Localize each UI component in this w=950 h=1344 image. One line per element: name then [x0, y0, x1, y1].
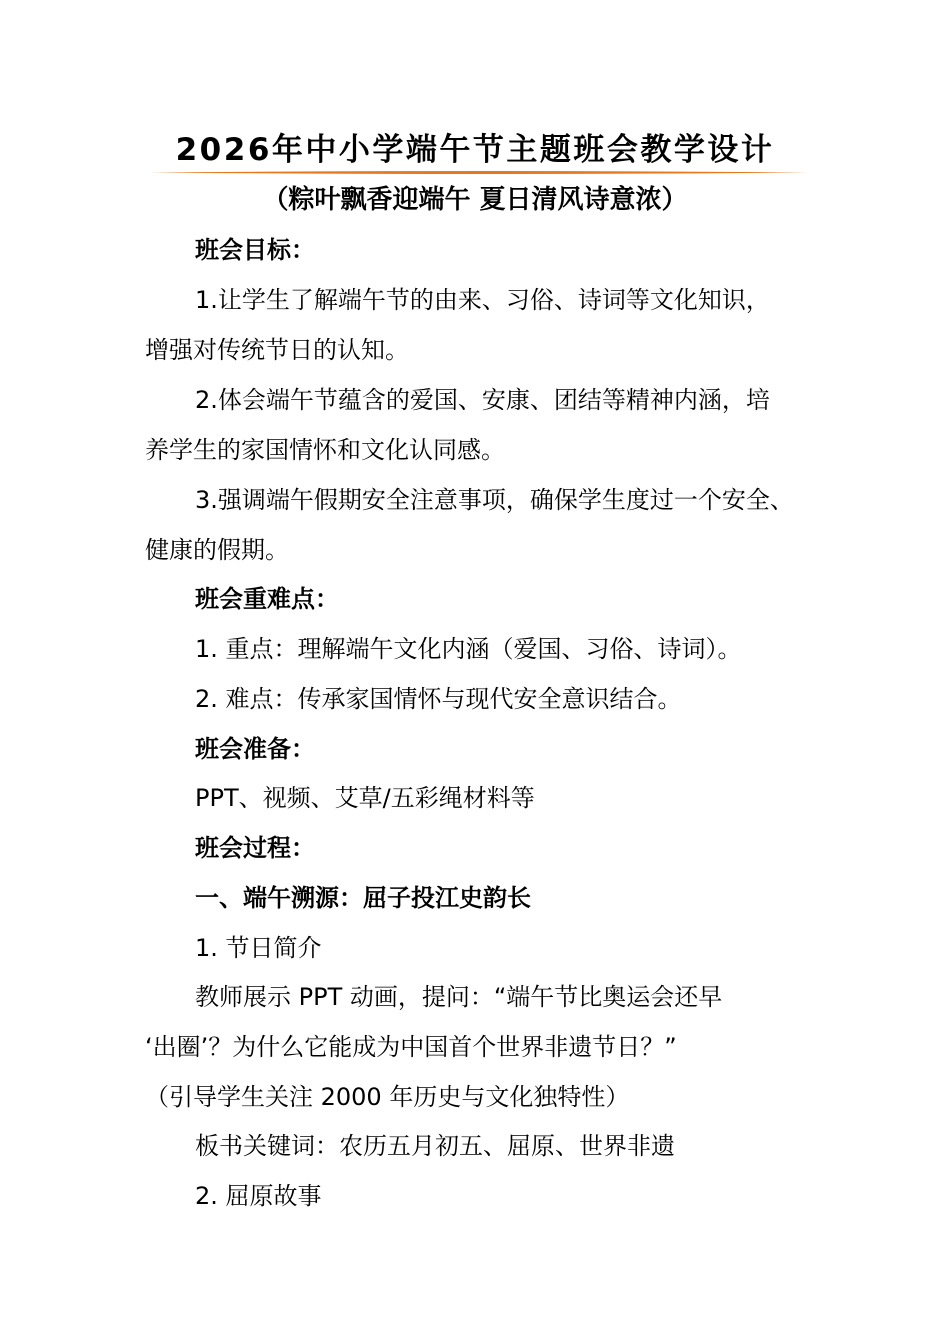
- body-line: PPT、视频、艾草/五彩绳材料等: [195, 784, 535, 812]
- section-heading-key-points: 班会重难点：: [195, 585, 339, 613]
- body-line: （引导学生关注 2000 年历史与文化独特性）: [145, 1083, 630, 1111]
- subsection-heading: 一、端午溯源：屈子投江史韵长: [195, 884, 531, 912]
- body-line: 1. 节日简介: [195, 934, 322, 962]
- body-line: 养学生的家国情怀和文化认同感。: [145, 436, 505, 464]
- body-line: 增强对传统节日的认知。: [145, 336, 409, 364]
- body-line: 2.体会端午节蕴含的爱国、安康、团结等精神内涵，培: [195, 386, 770, 414]
- body-line: 教师展示 PPT 动画，提问：“端午节比奥运会还早: [195, 983, 723, 1011]
- body-line: 1. 重点：理解端午文化内涵（爱国、习俗、诗词）。: [195, 635, 742, 663]
- body-line: 健康的假期。: [145, 536, 289, 564]
- section-heading-objectives: 班会目标：: [195, 236, 315, 264]
- document-subtitle: （粽叶飘香迎端午 夏日清风诗意浓）: [262, 185, 688, 215]
- body-line: 2. 屈原故事: [195, 1182, 322, 1210]
- section-heading-preparation: 班会准备：: [195, 735, 315, 763]
- body-line: ‘出圈’？为什么它能成为中国首个世界非遗节日？”: [145, 1033, 677, 1061]
- body-line: 1.让学生了解端午节的由来、习俗、诗词等文化知识，: [195, 286, 770, 314]
- body-line: 板书关键词：农历五月初五、屈原、世界非遗: [195, 1132, 675, 1160]
- body-line: 2. 难点：传承家国情怀与现代安全意识结合。: [195, 685, 682, 713]
- document-title: 2026年中小学端午节主题班会教学设计: [175, 132, 775, 168]
- title-underline: [150, 169, 808, 176]
- section-heading-process: 班会过程：: [195, 834, 315, 862]
- body-line: 3.强调端午假期安全注意事项，确保学生度过一个安全、: [195, 486, 794, 514]
